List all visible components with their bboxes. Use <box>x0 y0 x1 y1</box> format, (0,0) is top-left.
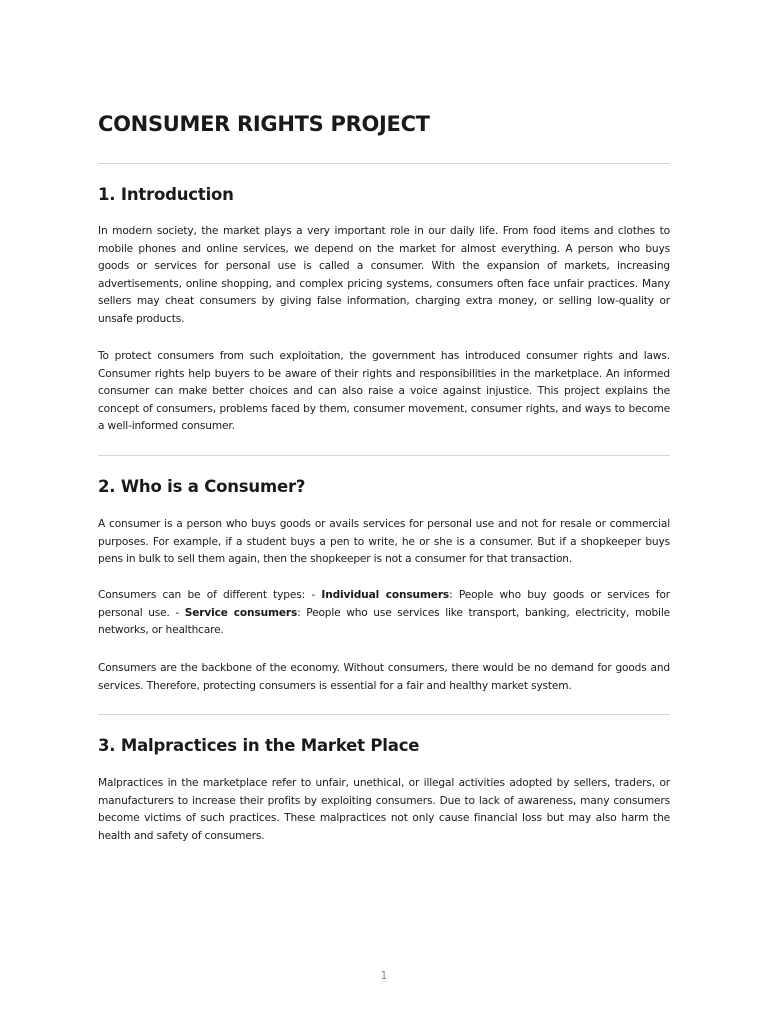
individual-consumers-desc: : People who buy goods or services for personal use. - <box>98 589 671 619</box>
malpractices-paragraph-1: Malpractices in the marketplace refer to unfair, unethical, or illegal activities adopted by sellers, traders, or manufacturers to increase their profits by exploiting consumers. Due to lack of awareness, many consumers become victims of such practices. These malpractices not only cause financial loss but may also harm the health and safety of consumers. <box>98 777 670 842</box>
types-intro-text: Consumers can be of different types: - <box>98 589 322 601</box>
divider-title <box>98 163 670 164</box>
section-heading-who-is-consumer: 2. Who is a Consumer? <box>98 477 306 496</box>
introduction-paragraph-2: To protect consumers from such exploitation, the government has introduced consumer rights and laws. Consumer rights help buyers to be aware of their rights and responsibilities in the marketplace. An informed consumer can make better choices and can also raise a voice against injustice. This project explains the concept of consumers, problems faced by them, consumer movement, consumer rights, and ways to become a well-informed consumer. <box>98 350 670 433</box>
section-heading-introduction: 1. Introduction <box>98 185 234 204</box>
introduction-paragraph-1: In modern society, the market plays a very important role in our daily life. From food items and clothes to mobile phones and online services, we depend on the market for almost everything. A person who buys goods or services for personal use is called a consumer. With the expansion of markets, increasing advertisements, online shopping, and complex pricing systems, consumers often face unfair practices. Many sellers may cheat consumers by giving false information, charging extra money, or selling low-quality or unsafe products. <box>98 225 670 325</box>
divider-section-2 <box>98 714 670 715</box>
page-number: 1 <box>380 970 388 982</box>
who-is-consumer-closing-paragraph: Consumers are the backbone of the economy. Without consumers, there would be no demand for goods and services. Therefore, protecting consumers is essential for a fair and healthy market system. <box>98 662 670 692</box>
document-title: CONSUMER RIGHTS PROJECT <box>98 112 430 136</box>
consumer-types-paragraph <box>98 587 670 640</box>
divider-section-1 <box>98 455 670 456</box>
who-is-consumer-paragraph-1: A consumer is a person who buys goods or avails services for personal use and not for resale or commercial purposes. For example, if a student buys a pen to write, he or she is a consumer. But if a shopkeeper buys pens in bulk to sell them again, then the shopkeeper is not a consumer for that transaction. <box>98 518 670 566</box>
section-heading-malpractices: 3. Malpractices in the Market Place <box>98 736 420 755</box>
individual-consumers-term: Individual consumers <box>321 589 450 601</box>
service-consumers-term: Service consumers <box>184 606 298 619</box>
service-consumers-desc: : People who use services like transport, banking, electricity, mobile networks, or healthcare. <box>98 606 670 637</box>
